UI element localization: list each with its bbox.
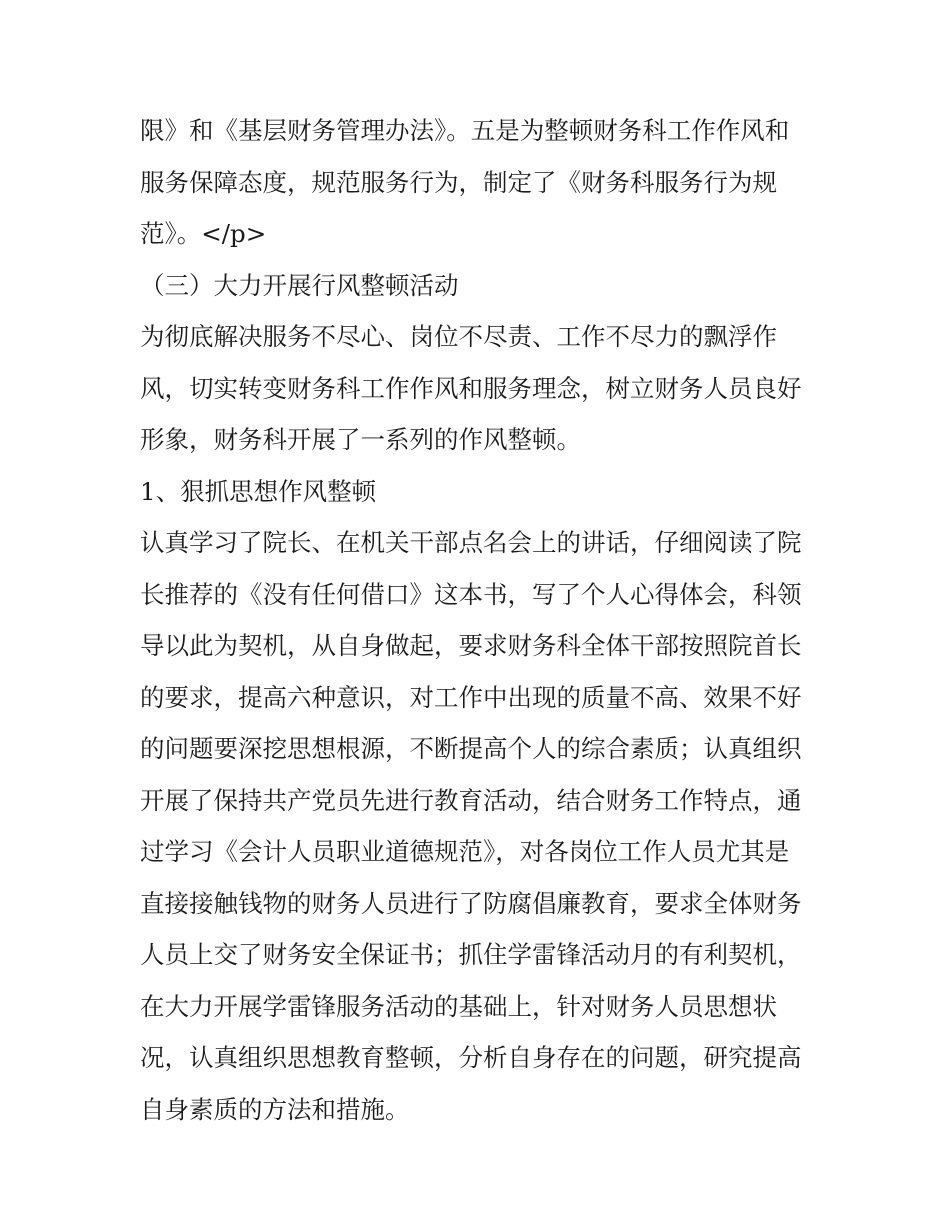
text-line-17: 人员上交了财务安全保证书；抓住学雷锋活动月的有利契机，: [140, 940, 802, 969]
body-text: [140, 105, 820, 1135]
text-line-6: 风，切实转变财务科工作作风和服务理念，树立财务人员良好: [140, 373, 802, 403]
text-line-15: 过学习《会计人员职业道德规范》，对各岗位工作人员尤其是: [140, 837, 790, 866]
text-line-2: 服务保障态度，规范服务行为，制定了《财务科服务行为规: [140, 167, 777, 197]
text-line-20: 自身素质的方法和措施。: [140, 1094, 410, 1124]
text-line-9: 认真学习了院长、在机关干部点名会上的讲话，仔细阅读了院: [140, 528, 802, 557]
text-line-1: 限》和《基层财务管理办法》。五是为整顿财务科工作作风和: [140, 116, 790, 145]
text-line-5: 为彻底解决服务不尽心、岗位不尽责、工作不尽力的飘浮作: [140, 322, 777, 351]
text-line-7: 形象，财务科开展了一系列的作风整顿。: [140, 425, 581, 454]
text-line-19: 况，认真组织思想教育整顿，分析自身存在的问题，研究提高: [140, 1043, 802, 1072]
text-line-12: 的要求，提高六种意识，对工作中出现的质量不高、效果不好: [140, 682, 802, 712]
text-line-16: 直接接触钱物的财务人员进行了防腐倡廉教育，要求全体财务: [140, 888, 802, 918]
text-line-10: 长推荐的《没有任何借口》这本书，写了个人心得体会，科领: [140, 579, 802, 609]
text-line-14: 开展了保持共产党员先进行教育活动，结合财务工作特点，通: [140, 785, 802, 815]
text-line-3: 范》。</p>: [140, 219, 267, 248]
section-heading: （三）大力开展行风整顿活动: [140, 270, 459, 300]
text-line-11: 导以此为契机，从自身做起，要求财务科全体干部按照院首长: [140, 631, 802, 660]
text-line-13: 的问题要深挖思想根源，不断提高个人的综合素质；认真组织: [140, 734, 802, 763]
subsection-heading: 1、狠抓思想作风整顿: [140, 476, 377, 506]
text-line-18: 在大力开展学雷锋服务活动的基础上，针对财务人员思想状: [140, 991, 777, 1021]
